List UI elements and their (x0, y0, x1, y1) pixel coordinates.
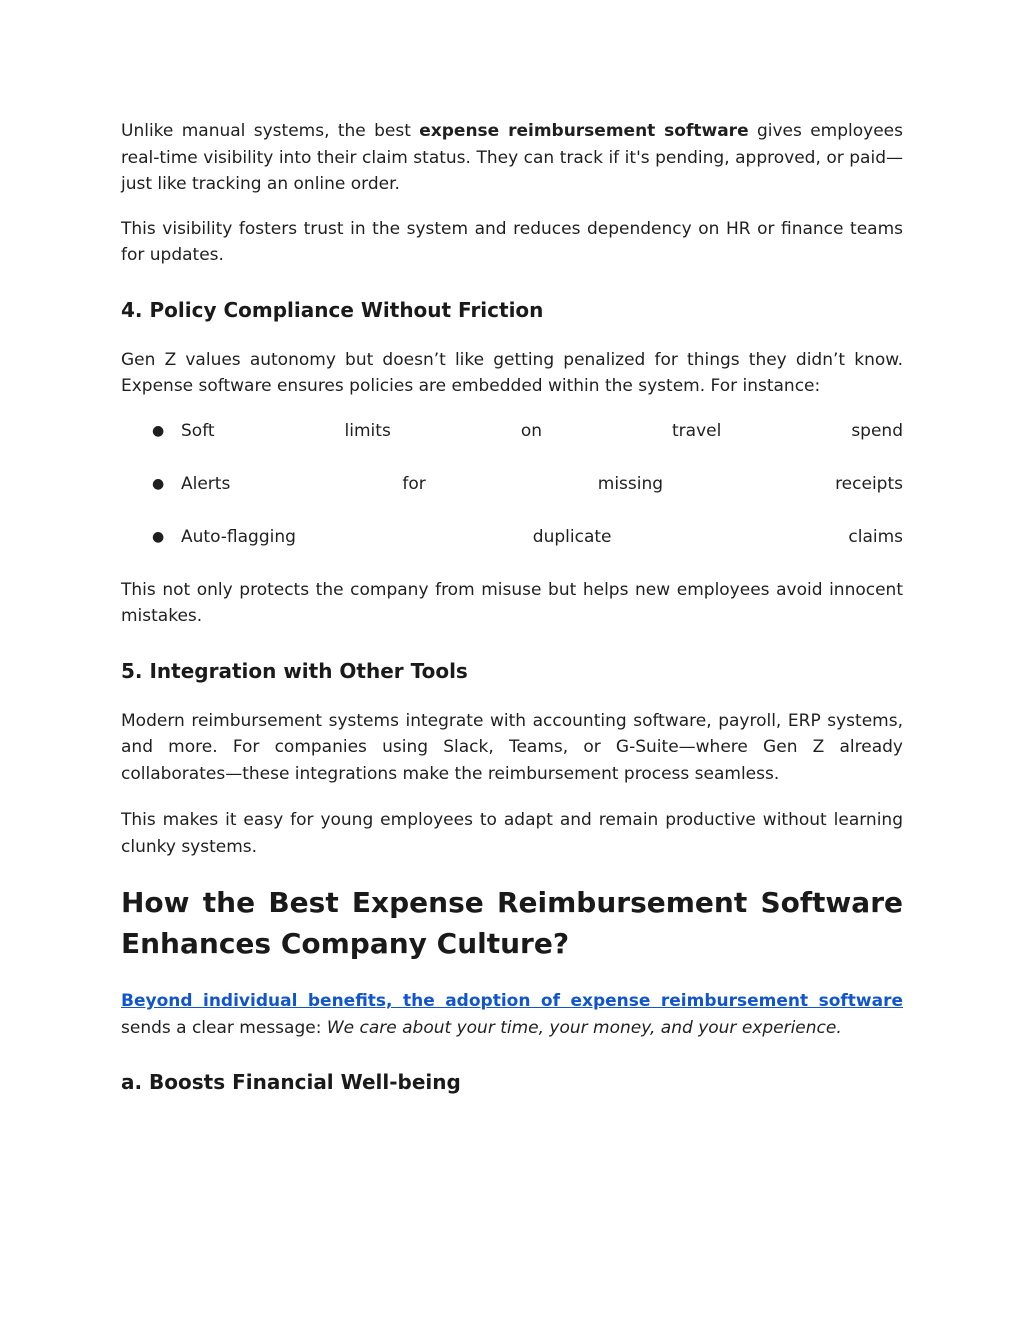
intro-bold-phrase: expense reimbursement software (419, 121, 749, 141)
section-4-paragraph: Gen Z values autonomy but doesn’t like getting penalized for things they didn’t know. Expense software ensures policies are embedded within the system. For instance: (121, 349, 903, 396)
culture-heading: How the Best Expense Reimbursement Software Enhances Company Culture? (121, 886, 903, 960)
intro-paragraph (121, 118, 903, 198)
culture-italic-message: We care about your time, your money, and your experience. (326, 1017, 842, 1038)
expense-software-link[interactable]: Beyond individual benefits, the adoption of expense reimbursement software (121, 991, 903, 1011)
section-4-heading: 4. Policy Compliance Without Friction (121, 297, 544, 322)
intro-text-end: gives employees real-time visibility into their claim status. They can track if it's pending, approved, or paid—just like tracking an online order. (121, 121, 903, 194)
culture-text: sends a clear message: (121, 1017, 327, 1038)
list-item-text: Auto-flagging duplicate claims (181, 526, 903, 547)
intro-text-start: Unlike manual systems, the best (121, 121, 420, 141)
section-4-closing-paragraph: This not only protects the company from misuse but helps new employees avoid innocent mistakes. (121, 579, 903, 626)
bullet-icon: ● (152, 475, 165, 492)
culture-paragraph (121, 988, 903, 1041)
list-item-text: Alerts for missing receipts (181, 473, 903, 494)
list-item (121, 471, 903, 498)
section-5-paragraph: Modern reimbursement systems integrate with accounting software, payroll, ERP systems, and more. For companies using Slack, Teams, or G-Suite—where Gen Z already collaborates—these integrations make the reimbursement process seamless. (121, 710, 903, 784)
list-item-text: Soft limits on travel spend (181, 420, 903, 441)
document-page (121, 118, 903, 1119)
bullet-icon: ● (152, 422, 165, 439)
section-5-closing-paragraph: This makes it easy for young employees to adapt and remain productive without learning clunky systems. (121, 810, 903, 857)
bullet-icon: ● (152, 528, 165, 545)
policy-bullet-list (121, 418, 903, 551)
section-5-heading: 5. Integration with Other Tools (121, 658, 468, 683)
list-item (121, 418, 903, 445)
visibility-paragraph: This visibility fosters trust in the system and reduces dependency on HR or finance teams for updates. (121, 218, 903, 265)
financial-wellbeing-heading: a. Boosts Financial Well-being (121, 1070, 461, 1094)
list-item (121, 524, 903, 551)
